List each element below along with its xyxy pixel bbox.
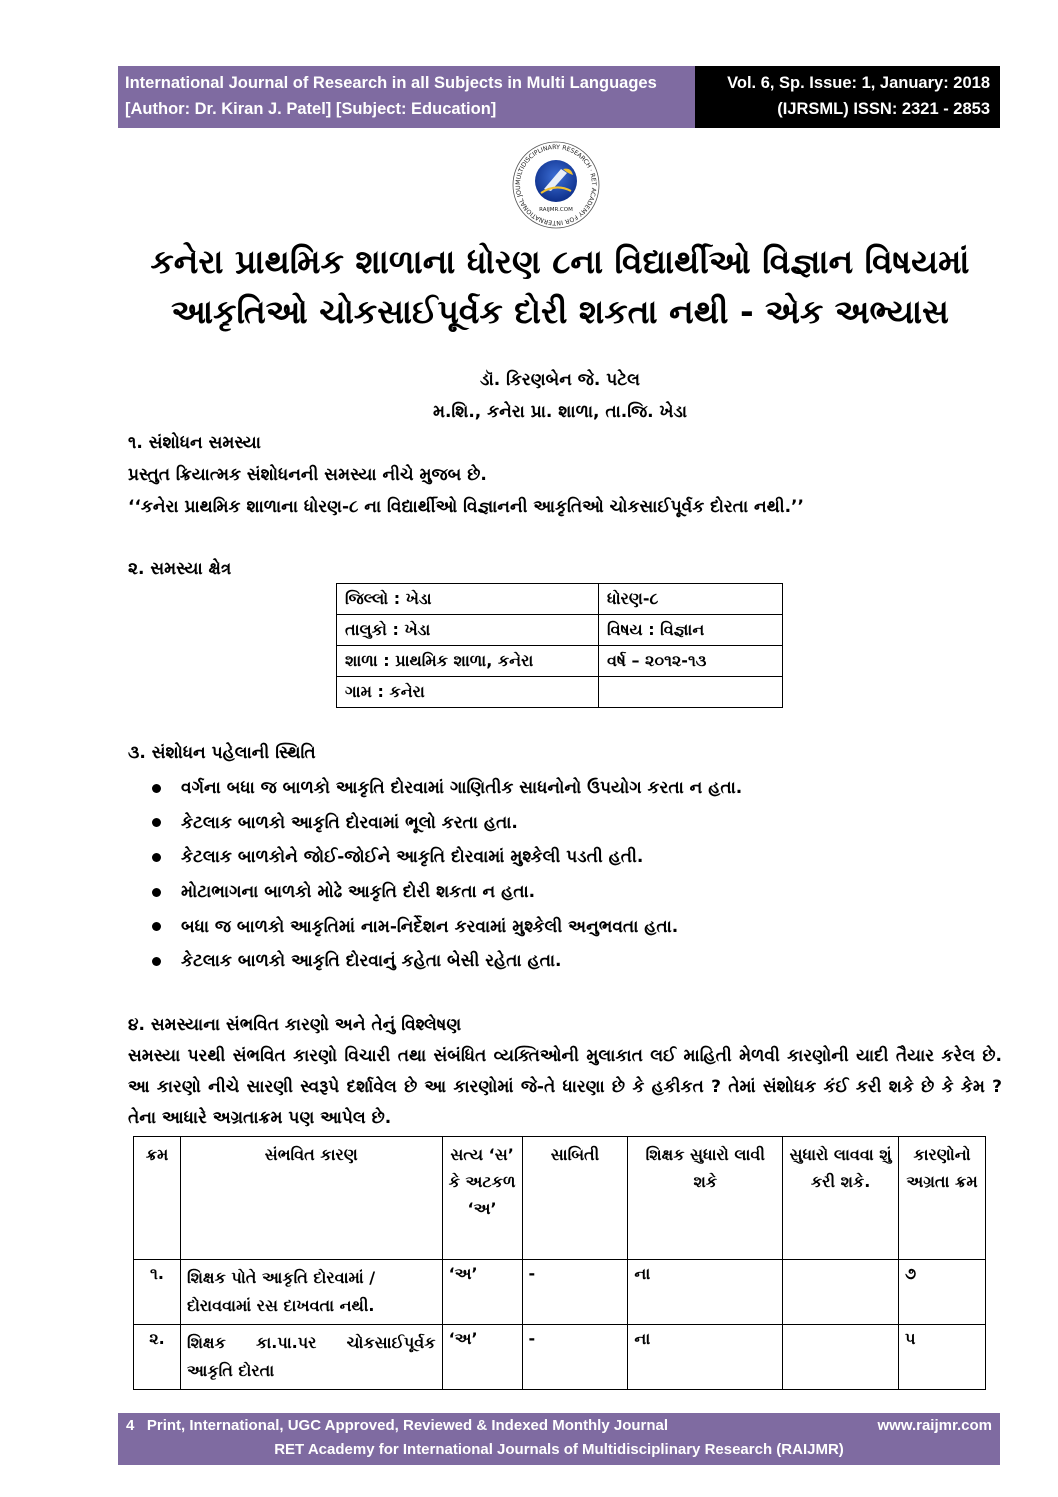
table-row — [337, 646, 783, 677]
issn: (IJRSML) ISSN: 2321 - 2853 — [777, 100, 990, 118]
table-cell — [783, 1260, 899, 1325]
list-item — [152, 875, 742, 910]
list-item-text: વર્ગના બધા જ બાળકો આકૃતિ દોરવામાં ગાણિતીક સાધનોનો ઉપયોગ કરતા ન હતા. — [181, 778, 743, 799]
journal-footer — [118, 1413, 1000, 1465]
table-cell: ૧. — [134, 1260, 181, 1325]
table-cell: ના — [628, 1325, 783, 1390]
table-cell — [783, 1325, 899, 1390]
volume-issue: Vol. 6, Sp. Issue: 1, January: 2018 — [727, 74, 990, 92]
bullet-icon — [152, 922, 161, 931]
author-name: ડૉ. કિરણબેન જે. પટેલ — [479, 370, 641, 390]
column-header: સાબિતી — [522, 1137, 628, 1260]
column-header: શિક્ષક સુધારો લાવી શકે — [628, 1137, 783, 1260]
table-cell: ના — [628, 1260, 783, 1325]
header-right-panel — [695, 66, 1000, 128]
bullet-icon — [152, 818, 161, 827]
table-row — [337, 584, 783, 615]
table-cell: ધોરણ-૮ — [599, 584, 783, 615]
problem-statement: ‘‘કનેરા પ્રાથમિક શાળાના ધોરણ-૮ ના વિદ્યાર્થીઓ વિજ્ઞાનની આકૃતિઓ ચોકસાઈપૂર્વક દોરતા નથી.’’ — [128, 497, 804, 517]
list-item — [152, 944, 742, 979]
list-item-text: કેટલાક બાળકોને જોઈ-જોઈને આકૃતિ દોરવામાં મુશ્કેલી પડતી હતી. — [181, 847, 644, 868]
table-cell: શિક્ષક કા.પા.પર ચોકસાઈપૂર્વક આકૃતિ દોરતા — [180, 1325, 442, 1390]
journal-name: International Journal of Research in all Subjects in Multi Languages — [125, 74, 657, 92]
bullet-icon — [152, 888, 161, 897]
problem-field-table — [336, 583, 783, 708]
table-cell: ‘અ’ — [442, 1325, 522, 1390]
column-header: ક્રમ — [134, 1137, 181, 1260]
column-header: સંભવિત કારણ — [180, 1137, 442, 1260]
list-item-text: બધા જ બાળકો આકૃતિમાં નામ-નિર્દેશન કરવામાં મુશ્કેલી અનુભવતા હતા. — [181, 916, 679, 937]
footer-website-link[interactable]: www.raijmr.com — [877, 1417, 992, 1434]
list-item — [152, 909, 742, 944]
list-item — [152, 771, 742, 806]
list-item-text: કેટલાક બાળકો આકૃતિ દોરવાનું કહેતા બેસી રહેતા હતા. — [181, 951, 562, 972]
list-item — [152, 840, 742, 875]
section2-heading: ૨. સમસ્યા ક્ષેત્ર — [128, 559, 232, 579]
table-cell: - — [522, 1325, 628, 1390]
bullet-icon — [152, 853, 161, 862]
causes-table — [133, 1136, 986, 1390]
table-cell: ૨. — [134, 1325, 181, 1390]
column-header: સુધારો લાવવા શું કરી શકે. — [783, 1137, 899, 1260]
table-row — [134, 1325, 986, 1390]
table-cell: શાળા : પ્રાથમિક શાળા, કનેરા — [337, 646, 599, 677]
bullet-icon — [152, 957, 161, 966]
footer-academy-line: RET Academy for International Journals of Multidisciplinary Research (RAIJMR) — [274, 1441, 844, 1458]
section4-heading: ૪. સમસ્યાના સંભવિત કારણો અને તેનું વિશ્લેષણ — [128, 1015, 462, 1035]
header-left-panel — [118, 66, 695, 128]
column-header: કારણોનો અગ્રતા ક્રમ — [899, 1137, 986, 1260]
section1-intro: પ્રસ્તુત ક્રિયાત્મક સંશોધનની સમસ્યા નીચે મુજબ છે. — [128, 465, 487, 485]
table-cell: ‘અ’ — [442, 1260, 522, 1325]
journal-header — [118, 66, 1000, 128]
table-cell: વિષય : વિજ્ઞાન — [599, 615, 783, 646]
footer-row1 — [126, 1415, 992, 1437]
footer-journal-line: Print, International, UGC Approved, Reviewed & Indexed Monthly Journal — [146, 1417, 669, 1434]
situation-list — [152, 771, 742, 979]
page-number: 4 — [126, 1417, 135, 1434]
section4-paragraph: સમસ્યા પરથી સંભવિત કારણો વિચારી તથા સંબંધિત વ્યક્તિઓની મુલાકાત લઈ માહિતી મેળવી કારણોની યાદી તૈયાર કરેલ છે. આ કારણો નીચે સારણી સ્વરૂપે દર્શાવેલ છે આ કારણોમાં જે-તે ધારણા છે કે હકીકત ? તેમાં સંશોધક કંઈ કરી શકે છે કે કેમ ? તેના આધારે અગ્રતાક્રમ પણ આપેલ છે. — [128, 1046, 1002, 1128]
section1-heading: ૧. સંશોધન સમસ્યા — [128, 433, 261, 453]
logo-center-text: RAIJMR.COM — [539, 207, 573, 213]
table-row — [134, 1260, 986, 1325]
table-header-row — [134, 1137, 986, 1260]
raijmr-logo-icon — [511, 139, 601, 231]
table-cell: ૭ — [899, 1260, 986, 1325]
author-affiliation: મ.શિ., કનેરા પ્રા. શાળા, તા.જિ. ખેડા — [432, 402, 688, 422]
table-cell: વર્ષ – ૨૦૧૨-૧૩ — [599, 646, 783, 677]
author-subject: [Author: Dr. Kiran J. Patel] [Subject: Education] — [125, 100, 497, 118]
table-cell: જિલ્લો : ખેડા — [337, 584, 599, 615]
bullet-icon — [152, 784, 161, 793]
article-title-line1: કનેરા પ્રાથમિક શાળાના ધોરણ ૮ના વિદ્યાર્થીઓ વિજ્ઞાન વિષયમાં — [150, 242, 970, 281]
article-title-line2: આકૃતિઓ ચોકસાઈપૂર્વક દોરી શકતા નથી - એક અભ્યાસ — [171, 292, 949, 331]
table-cell: - — [522, 1260, 628, 1325]
table-cell: તાલુકો : ખેડા — [337, 615, 599, 646]
logo-ring-text: MULTIDISCIPLINARY RESEARCH · RET ACADEMY FOR INTERNATIONAL JOU — [514, 143, 598, 227]
column-header: સત્ય ‘સ’ કે અટકળ ‘અ’ — [442, 1137, 522, 1260]
table-cell: ગામ : કનેરા — [337, 677, 599, 708]
list-item-text: કેટલાક બાળકો આકૃતિ દોરવામાં ભૂલો કરતા હતા. — [181, 812, 518, 833]
table-row — [337, 615, 783, 646]
list-item — [152, 806, 742, 841]
table-cell: ૫ — [899, 1325, 986, 1390]
table-cell — [599, 677, 783, 708]
section3-heading: ૩. સંશોધન પહેલાની સ્થિતિ — [128, 743, 316, 763]
list-item-text: મોટાભાગના બાળકો મોઢે આકૃતિ દોરી શકતા ન હતા. — [181, 882, 536, 903]
table-cell: શિક્ષક પોતે આકૃતિ દોરવામાં / દોરાવવામાં રસ દાખવતા નથી. — [180, 1260, 442, 1325]
table-row — [337, 677, 783, 708]
